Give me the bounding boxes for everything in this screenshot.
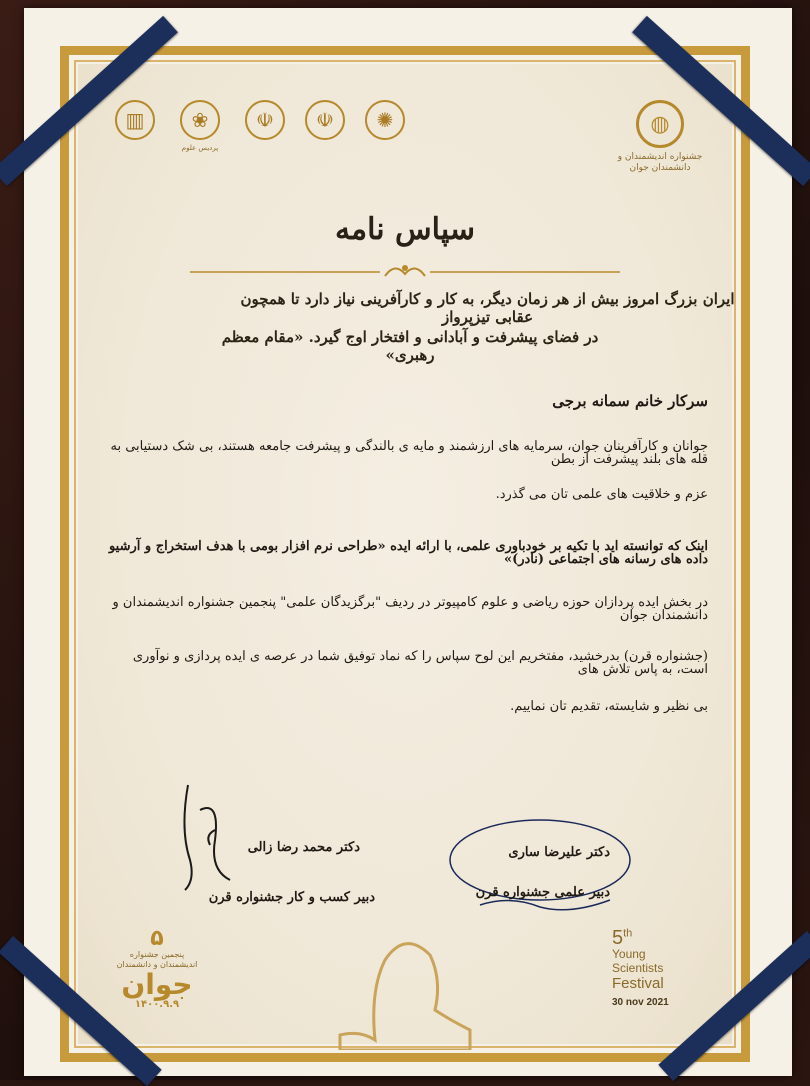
right-signatory-name: دکتر علیرضا ساری (508, 845, 610, 860)
en-date: 30 nov 2021 (612, 997, 669, 1009)
gear-sun-logo-icon: ✺ (365, 100, 405, 140)
en-festival-number: 5 (612, 927, 624, 949)
handwritten-signature-right (440, 815, 640, 925)
iran-emblem-icon: ☫ (245, 100, 285, 140)
right-signatory-title: دبیر علمی جشنواره قرن (475, 885, 610, 900)
paragraph-line: اینک که توانسته اید با تکیه بر خودباوری علمی، با ارائه ایده «طراحی نرم افزار بومی با هدف استخراج و آرشیو داده های رسانه های اجتماعی (نادر)» (108, 539, 708, 567)
festival-logo-caption: جشنواره اندیشمندان و دانشمندان جوان (617, 152, 703, 173)
university-logo-icon: ▥ (115, 100, 155, 140)
paragraph-line: (جشنواره قرن) بدرخشید، مفتخریم این لوح سپاس را که نماد توفیق شما در عرصه ی ایده پردازی و نوآوری است، به پاس تلاش های (132, 649, 708, 677)
globe-logo-icon: ◍ (636, 100, 684, 148)
festival-logo (610, 100, 710, 174)
recipient-name: سرکار خانم سمانه برجی (552, 392, 708, 410)
en-line-festival: Festival (612, 974, 664, 992)
leader-quote-line-2: در فضای پیشرفت و آبادانی و افتخار اوج گیرد. «مقام معظم رهبری» (221, 328, 599, 364)
fa-wordmark: جوان (121, 968, 193, 1002)
festival-fa-wordmark (112, 928, 202, 1028)
en-line-young: Young (612, 947, 646, 961)
fa-date: ۱۴۰۰.۹.۹ (134, 999, 180, 1011)
left-signature-block (160, 780, 375, 920)
ornamental-divider (190, 262, 620, 282)
certificate-title: سپاس نامه (334, 212, 476, 247)
leader-quote-line-1: ایران بزرگ امروز بیش از هر زمان دیگر، به کار و کارآفرینی نیاز دارد تا همچون عقابی تیزپرواز (240, 290, 735, 326)
science-campus-logo-icon: ❀ (180, 100, 220, 140)
paragraph-line: در بخش ایده پردازان حوزه ریاضی و علوم کامپیوتر در ردیف "برگزیدگان علمی" پنجمین جشنواره اندیشمندان و دانشمندان جوان (112, 595, 708, 623)
en-line-scientists: Scientists (612, 960, 664, 975)
fa-festival-number: ۵ (150, 926, 164, 951)
paragraph-line: جوانان و کارآفرینان جوان، سرمایه های ارزشمند و مایه ی بالندگی و پیشرفت جامعه هستند، بی شک دستیابی به قله های بلند پیشرفت از بطن (110, 439, 708, 467)
partner-caption: پردیس علوم (181, 144, 219, 152)
paragraph-line: عزم و خلاقیت های علمی تان می گذرد. (495, 487, 708, 502)
partner-logos (115, 100, 435, 170)
festival-en-wordmark (612, 928, 722, 1008)
person-silhouette-icon (330, 920, 480, 1050)
iran-emblem-icon-2: ☫ (305, 100, 345, 140)
en-ordinal-suffix: th (623, 927, 633, 940)
fa-caption-line-1: پنجمین جشنواره (129, 950, 185, 959)
right-signature-block (440, 815, 640, 925)
fa-caption-line-2: اندیشمندان و دانشمندان (116, 959, 198, 969)
left-signatory-name: دکتر محمد رضا زالی (247, 840, 360, 855)
paragraph-line: بی نظیر و شایسته، تقدیم تان نماییم. (510, 699, 708, 714)
left-signatory-title: دبیر کسب و کار جشنواره قرن (208, 890, 375, 905)
